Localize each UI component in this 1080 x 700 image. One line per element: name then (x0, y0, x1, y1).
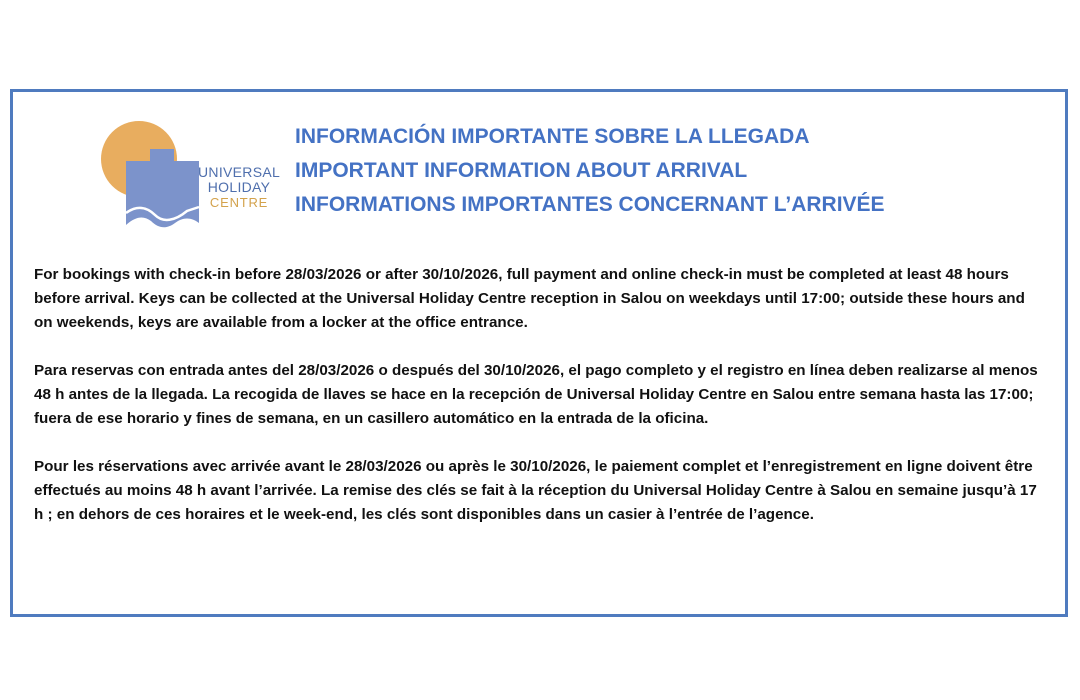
logo-wordmark (198, 165, 280, 210)
logo-text-universal: UNIVERSAL (198, 164, 281, 180)
logo-text-centre: CENTRE (209, 195, 269, 210)
paragraph-french: Pour les réservations avec arrivée avant le 28/03/2026 ou après le 30/10/2026, le paiement complet et l’enregistrement en ligne doivent être effectués au moins 48 h avant l’arrivée. La remise des clés se fait à la réception du Universal Holiday Centre à Salou en semaine jusqu’à 17 h ; en dehors de ces horaires et le week-end, les clés sont disponibles dans un casier à l’entrée de l’agence. (34, 458, 1037, 523)
paragraph-english: For bookings with check-in before 28/03/2026 or after 30/10/2026, full payment and online check-in must be completed at least 48 hours before arrival. Keys can be collected at the Universal Holiday Centre reception in Salou on weekdays until 17:00; outside these hours and on weekends, keys are available from a locker at the office entrance. (34, 266, 1025, 331)
logo-text-holiday: HOLIDAY (207, 179, 271, 195)
notice-frame (10, 89, 1068, 617)
heading-french: INFORMATIONS IMPORTANTES CONCERNANT L’ARRIVÉE (295, 193, 885, 216)
notice-headings (295, 120, 885, 222)
heading-english: IMPORTANT INFORMATION ABOUT ARRIVAL (295, 159, 748, 182)
paragraph-spanish: Para reservas con entrada antes del 28/03/2026 o después del 30/10/2026, el pago completo y el registro en línea deben realizarse al menos 48 h antes de la llegada. La recogida de llaves se hace en la recepción de Universal Holiday Centre en Salou entre semana hasta las 17:00; fuera de ese horario y fines de semana, en un casillero automático en la entrada de la oficina. (34, 362, 1038, 427)
universal-holiday-centre-logo (95, 115, 285, 233)
notice-body (34, 263, 1044, 551)
heading-spanish: INFORMACIÓN IMPORTANTE SOBRE LA LLEGADA (295, 125, 810, 148)
